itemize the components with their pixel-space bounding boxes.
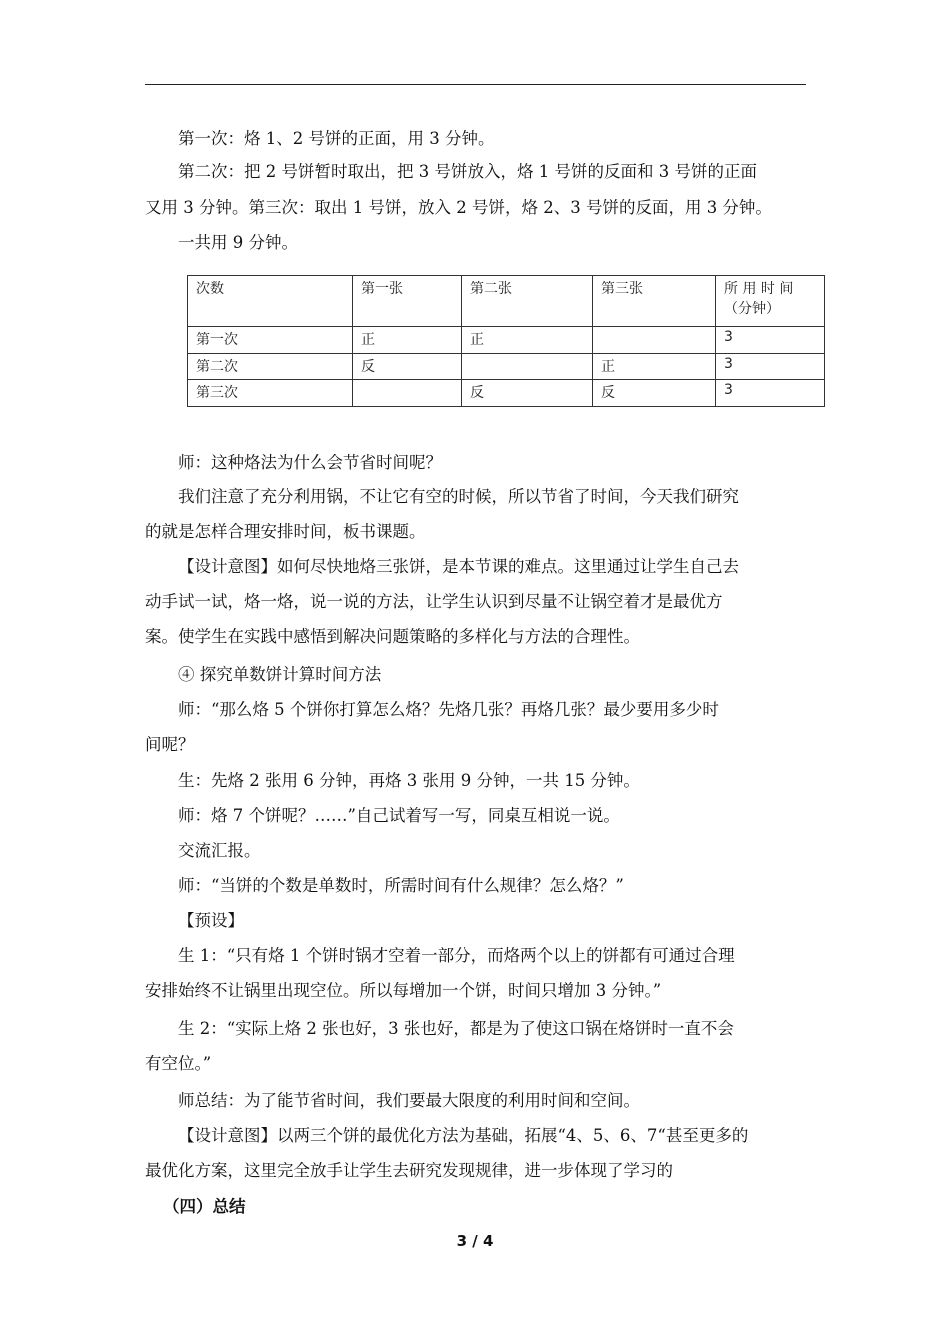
table-row [188,327,825,354]
table-cell: 反 [593,380,716,407]
table-cell: 第一次 [188,327,353,354]
header-cell: 第一张 [353,276,462,327]
text-line: 生 2：“实际上烙 2 张也好，3 张也好，都是为了使这口锅在烙饼时一直不会 [178,1019,734,1038]
text-line: 生：先烙 2 张用 6 分钟，再烙 3 张用 9 分钟，一共 15 分钟。 [178,771,640,790]
table-cell [462,353,593,380]
header-cell: 次数 [188,276,353,327]
text-line: 又用 3 分钟。第三次：取出 1 号饼，放入 2 号饼，烙 2、3 号饼的反面，用 3 分钟。 [145,198,772,217]
text-line: 【设计意图】如何尽快地烙三张饼，是本节课的难点。这里通过让学生自己去 [178,557,739,576]
text-line: 【预设】 [178,911,244,930]
table-cell [353,380,462,407]
text-line: 案。使学生在实践中感悟到解决问题策略的多样化与方法的合理性。 [145,627,640,646]
text-line: 师：“那么烙 5 个饼你打算怎么烙？先烙几张？再烙几张？最少要用多少时 [178,700,719,719]
text-line: 师：烙 7 个饼呢？……”自己试着写一写，同桌互相说一说。 [178,806,620,825]
table-cell: 第二次 [188,353,353,380]
table-row [188,380,825,407]
header-cell: 第三张 [593,276,716,327]
text-line: 一共用 9 分钟。 [178,233,298,252]
header-cell-time [716,276,825,327]
page-number: 3 / 4 [456,1232,494,1250]
text-line: 生 1：“只有烙 1 个饼时锅才空着一部分，而烙两个以上的饼都有可通过合理 [178,946,735,965]
table-cell: 正 [353,327,462,354]
table-cell [593,327,716,354]
text-line: 动手试一试，烙一烙，说一说的方法，让学生认识到尽量不让锅空着才是最优方 [145,592,723,611]
text-line: 我们注意了充分利用锅，不让它有空的时候，所以节省了时间，今天我们研究 [178,487,739,506]
table-cell: 反 [462,380,593,407]
table-cell: 3 [716,353,825,380]
text-line: 师：这种烙法为什么会节省时间呢？ [178,453,442,472]
subheading-line: ④ 探究单数饼计算时间方法 [178,665,382,684]
header-time-unit: （分钟） [724,301,780,317]
table-header-row [188,276,825,327]
text-line: 间呢？ [145,735,195,754]
table-cell: 正 [593,353,716,380]
table-cell: 3 [716,380,825,407]
text-line: 师总结：为了能节省时间，我们要最大限度的利用时间和空间。 [178,1091,640,1110]
text-line: 最优化方案，这里完全放手让学生去研究发现规律，进一步体现了学习的 [145,1161,673,1180]
section-heading: （四）总结 [163,1197,246,1216]
text-line: 第一次：烙 1、2 号饼的正面，用 3 分钟。 [178,129,495,148]
text-line: 有空位。” [145,1054,212,1073]
text-line: 师：“当饼的个数是单数时，所需时间有什么规律？怎么烙？” [178,876,624,895]
table-row [188,353,825,380]
pancake-schedule-table [187,275,825,407]
header-cell: 第二张 [462,276,593,327]
table-cell: 正 [462,327,593,354]
text-line: 的就是怎样合理安排时间，板书课题。 [145,522,426,541]
table-cell: 3 [716,327,825,354]
table-cell: 第三次 [188,380,353,407]
text-line: 交流汇报。 [178,841,261,860]
text-line: 第二次：把 2 号饼暂时取出，把 3 号饼放入，烙 1 号饼的反面和 3 号饼的正面 [178,162,757,181]
header-time-label: 所 用 时 间 [724,281,794,297]
text-line: 【设计意图】以两三个饼的最优化方法为基础，拓展“4、5、6、7“甚至更多的 [178,1126,749,1145]
header-rule [145,84,806,85]
text-line: 安排始终不让锅里出现空位。所以每增加一个饼，时间只增加 3 分钟。” [145,981,662,1000]
table-cell: 反 [353,353,462,380]
